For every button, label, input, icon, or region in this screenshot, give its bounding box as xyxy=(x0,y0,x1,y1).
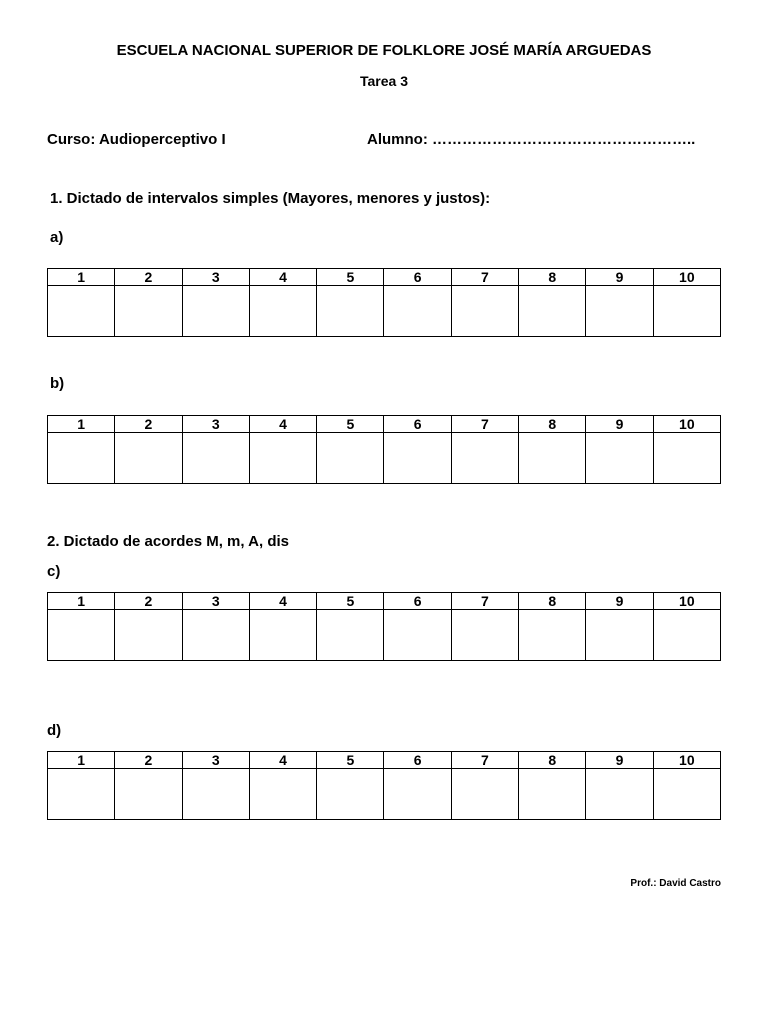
answer-cell[interactable] xyxy=(249,433,316,484)
answer-cell[interactable] xyxy=(653,433,720,484)
grid-column-header: 7 xyxy=(451,752,518,769)
grid-column-header: 9 xyxy=(586,752,653,769)
grid-column-header: 2 xyxy=(115,416,182,433)
grid-column-header: 6 xyxy=(384,593,451,610)
grid-column-header: 1 xyxy=(48,416,115,433)
grid-column-header: 8 xyxy=(519,416,586,433)
grid-column-header: 3 xyxy=(182,269,249,286)
answer-cell[interactable] xyxy=(653,610,720,661)
answer-cell[interactable] xyxy=(48,769,115,820)
grid-column-header: 2 xyxy=(115,752,182,769)
section-1-heading: 1. Dictado de intervalos simples (Mayores, menores y justos): xyxy=(50,190,491,207)
grid-column-header: 7 xyxy=(451,593,518,610)
school-title: ESCUELA NACIONAL SUPERIOR DE FOLKLORE JOSÉ MARÍA ARGUEDAS xyxy=(116,42,652,59)
grid-column-header: 10 xyxy=(653,269,720,286)
answer-cell[interactable] xyxy=(249,610,316,661)
answer-cell[interactable] xyxy=(451,433,518,484)
answer-row xyxy=(48,610,721,661)
part-a-label: a) xyxy=(50,229,64,246)
part-b-label: b) xyxy=(50,375,65,392)
grid-column-header: 6 xyxy=(384,416,451,433)
answer-row xyxy=(48,286,721,337)
grid-column-header: 5 xyxy=(317,416,384,433)
answer-cell[interactable] xyxy=(48,433,115,484)
grid-column-header: 1 xyxy=(48,269,115,286)
answer-grid-c xyxy=(47,592,721,661)
answer-cell[interactable] xyxy=(653,769,720,820)
answer-cell[interactable] xyxy=(451,286,518,337)
answer-cell[interactable] xyxy=(519,769,586,820)
answer-cell[interactable] xyxy=(384,610,451,661)
answer-row xyxy=(48,433,721,484)
grid-column-header: 5 xyxy=(317,752,384,769)
answer-grid-b xyxy=(47,415,721,484)
grid-column-header: 3 xyxy=(182,752,249,769)
answer-cell[interactable] xyxy=(48,286,115,337)
answer-cell[interactable] xyxy=(182,610,249,661)
answer-cell[interactable] xyxy=(182,769,249,820)
grid-column-header: 9 xyxy=(586,269,653,286)
answer-cell[interactable] xyxy=(249,769,316,820)
grid-column-header: 5 xyxy=(317,593,384,610)
grid-column-header: 9 xyxy=(586,593,653,610)
answer-cell[interactable] xyxy=(586,433,653,484)
grid-column-header: 8 xyxy=(519,593,586,610)
grid-column-header: 8 xyxy=(519,752,586,769)
answer-grid-d xyxy=(47,751,721,820)
answer-cell[interactable] xyxy=(317,286,384,337)
grid-column-header: 2 xyxy=(115,269,182,286)
answer-cell[interactable] xyxy=(384,433,451,484)
grid-column-header: 4 xyxy=(249,752,316,769)
answer-row xyxy=(48,769,721,820)
answer-cell[interactable] xyxy=(182,433,249,484)
grid-column-header: 10 xyxy=(653,416,720,433)
grid-column-header: 4 xyxy=(249,593,316,610)
grid-column-header: 2 xyxy=(115,593,182,610)
grid-column-header: 5 xyxy=(317,269,384,286)
answer-cell[interactable] xyxy=(384,769,451,820)
student-name-line: Alumno: …………………………………………….. xyxy=(367,131,696,148)
answer-cell[interactable] xyxy=(451,610,518,661)
grid-column-header: 3 xyxy=(182,593,249,610)
answer-cell[interactable] xyxy=(317,433,384,484)
grid-column-header: 9 xyxy=(586,416,653,433)
answer-cell[interactable] xyxy=(115,769,182,820)
grid-column-header: 6 xyxy=(384,752,451,769)
answer-cell[interactable] xyxy=(653,286,720,337)
answer-cell[interactable] xyxy=(519,286,586,337)
answer-cell[interactable] xyxy=(519,433,586,484)
grid-column-header: 10 xyxy=(653,752,720,769)
answer-cell[interactable] xyxy=(317,610,384,661)
course-line: Curso: Audioperceptivo I xyxy=(47,131,226,148)
answer-cell[interactable] xyxy=(115,433,182,484)
answer-cell[interactable] xyxy=(586,769,653,820)
answer-cell[interactable] xyxy=(115,286,182,337)
answer-cell[interactable] xyxy=(115,610,182,661)
answer-cell[interactable] xyxy=(48,610,115,661)
task-title: Tarea 3 xyxy=(360,73,408,89)
answer-grid-a xyxy=(47,268,721,337)
grid-column-header: 8 xyxy=(519,269,586,286)
answer-cell[interactable] xyxy=(182,286,249,337)
grid-column-header: 3 xyxy=(182,416,249,433)
answer-cell[interactable] xyxy=(317,769,384,820)
grid-column-header: 10 xyxy=(653,593,720,610)
grid-column-header: 7 xyxy=(451,269,518,286)
answer-cell[interactable] xyxy=(586,286,653,337)
grid-column-header: 6 xyxy=(384,269,451,286)
part-d-label: d) xyxy=(47,722,62,739)
grid-column-header: 4 xyxy=(249,269,316,286)
section-2-heading: 2. Dictado de acordes M, m, A, dis xyxy=(47,533,290,550)
teacher-name: Prof.: David Castro xyxy=(630,878,721,889)
answer-cell[interactable] xyxy=(249,286,316,337)
part-c-label: c) xyxy=(47,563,61,580)
grid-column-header: 1 xyxy=(48,752,115,769)
answer-cell[interactable] xyxy=(451,769,518,820)
answer-cell[interactable] xyxy=(519,610,586,661)
grid-column-header: 1 xyxy=(48,593,115,610)
answer-cell[interactable] xyxy=(384,286,451,337)
answer-cell[interactable] xyxy=(586,610,653,661)
grid-column-header: 7 xyxy=(451,416,518,433)
grid-column-header: 4 xyxy=(249,416,316,433)
